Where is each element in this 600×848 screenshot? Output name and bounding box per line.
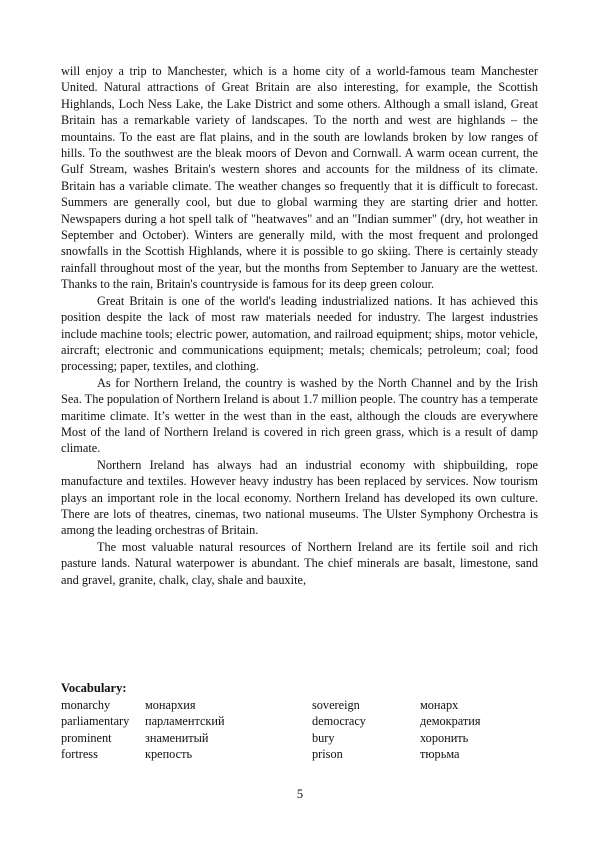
- english-term: prison: [312, 747, 343, 762]
- russian-translation: монархия: [145, 698, 196, 712]
- english-term: bury: [312, 730, 335, 745]
- russian-translation: демократия: [420, 714, 481, 729]
- english-term: fortress: [61, 747, 98, 762]
- russian-translation: парламентский: [145, 714, 225, 729]
- english-term: prominent: [61, 730, 112, 745]
- vocabulary-row: [61, 697, 541, 713]
- vocabulary-row: [61, 730, 541, 746]
- english-term: democracy: [312, 714, 366, 729]
- russian-translation: крепость: [145, 747, 193, 762]
- body-text: [61, 63, 538, 588]
- russian-translation: монарх: [420, 698, 459, 712]
- russian-translation: хоронить: [420, 730, 469, 745]
- vocabulary-table: [61, 697, 541, 763]
- page-number: 5: [296, 787, 304, 801]
- vocabulary-row: [61, 713, 541, 729]
- russian-translation: знаменитый: [145, 730, 209, 745]
- english-term: monarchy: [61, 698, 111, 712]
- paragraph: As for Northern Ireland, the country is washed by the North Channel and by the Irish Sea. The population of Northern Ireland is about 1.7 million people. The country has a temperate maritime climate. It’s wetter in the west than in the east, although the clouds are everywhere Most of the land of Northern Ireland is covered in rich green grass, which is a result of damp climate.: [61, 375, 538, 456]
- paragraph: Great Britain is one of the world's leading industrialized nations. It has achieved this position despite the lack of most raw materials needed for industry. The largest industries include machine tools; electric power, automation, and railroad equipment; ships, motor vehicle, aircraft; electronic and communications equipment; metals; chemicals; petroleum; coal; food processing; paper, textiles, and clothing.: [61, 293, 538, 374]
- paragraph: The most valuable natural resources of Northern Ireland are its fertile soil and rich pasture lands. Natural waterpower is abundant. The chief minerals are basalt, limestone, sand and gravel, granite, chalk, clay, shale and bauxite,: [61, 539, 538, 587]
- vocabulary-heading: Vocabulary:: [61, 681, 127, 695]
- paragraph: Northern Ireland has always had an industrial economy with shipbuilding, rope manufacture and textiles. However heavy industry has been replaced by services. Now tourism plays an important role in the local economy. Northern Ireland has developed its own culture. There are lots of theatres, cinemas, two national museums. The Ulster Symphony Orchestra is among the leading orchestras of Britain.: [61, 457, 538, 538]
- paragraph: will enjoy a trip to Manchester, which is a home city of a world-famous team Manchester United. Natural attractions of Great Britain are also interesting, for example, the Scottish Highlands, Loch Ness Lake, the Lake District and some others. Although a small island, Great Britain has a remarkable variety of landscapes. To the north and west are highlands – the mountains. To the east are flat plains, and in the south are lowlands broken by low ranges of hills. To the southwest are the bleak moors of Devon and Cornwall. A warm ocean current, the Gulf Stream, washes Britain's western shores and accounts for the mildness of its climate. Britain has a variable climate. The weather changes so frequently that it is difficult to forecast. Summers are generally cool, but due to global warming they are starting drier and hotter. Newspapers during a hot spell talk of "heatwaves" and an "Indian summer" (dry, hot weather in September and October). Winters are generally mild, with the most frequent and prolonged snowfalls in the Scottish Highlands, where it is possible to go skiing. There is certainly steady rainfall throughout most of the year, but the months from September to January are the wettest. Thanks to the rain, Britain's countryside is famous for its deep green colour.: [61, 64, 538, 292]
- english-term: parliamentary: [61, 714, 130, 729]
- vocabulary-row: [61, 746, 541, 762]
- english-term: sovereign: [312, 698, 360, 712]
- russian-translation: тюрьма: [420, 747, 460, 762]
